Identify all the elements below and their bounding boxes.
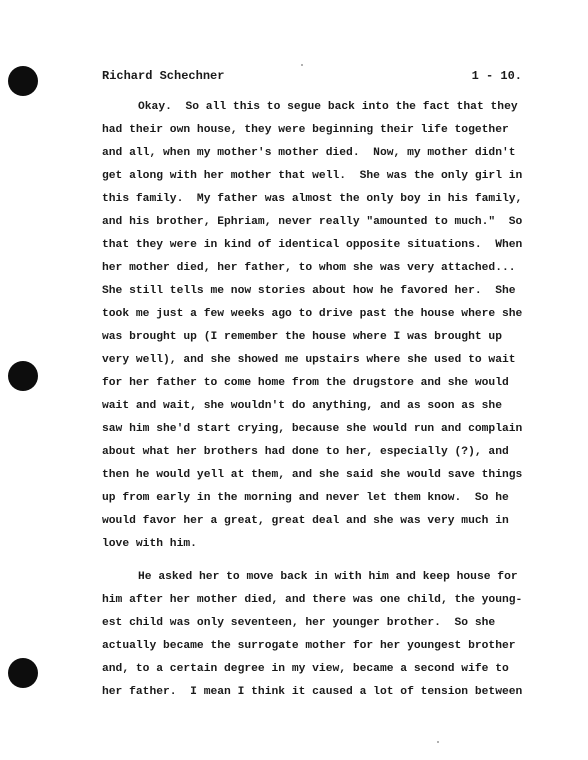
transcript-body: [102, 96, 532, 704]
text-line: up from early in the morning and never let them know. So he: [102, 492, 509, 504]
paragraph: [102, 566, 532, 704]
text-line: and all, when my mother's mother died. Now, my mother didn't: [102, 147, 516, 159]
text-line: est child was only seventeen, her younger brother. So she: [102, 617, 496, 629]
text-line: about what her brothers had done to her, especially (?), and: [102, 446, 509, 458]
binder-hole: [8, 66, 38, 96]
text-line: wait and wait, she wouldn't do anything, and as soon as she: [102, 400, 502, 412]
text-line: very well), and she showed me upstairs where she used to wait: [102, 354, 516, 366]
scan-speck: [301, 64, 303, 66]
text-line: would favor her a great, great deal and she was very much in: [102, 515, 509, 527]
text-line: and his brother, Ephriam, never really "amounted to much." So: [102, 216, 523, 228]
binder-hole: [8, 361, 38, 391]
text-line: saw him she'd start crying, because she would run and complain: [102, 423, 523, 435]
text-line: get along with her mother that well. She was the only girl in: [102, 170, 523, 182]
text-line: took me just a few weeks ago to drive past the house where she: [102, 308, 523, 320]
paragraph: [102, 96, 532, 556]
text-line: him after her mother died, and there was one child, the young-: [102, 594, 523, 606]
text-line: actually became the surrogate mother for her youngest brother: [102, 640, 516, 652]
text-line: that they were in kind of identical opposite situations. When: [102, 239, 523, 251]
text-line: He asked her to move back in with him and keep house for: [138, 571, 518, 583]
text-line: Okay. So all this to segue back into the fact that they: [138, 101, 518, 113]
paragraph-gap: [102, 556, 532, 566]
text-line: for her father to come home from the drugstore and she would: [102, 377, 509, 389]
text-line: and, to a certain degree in my view, became a second wife to: [102, 663, 509, 675]
text-line: then he would yell at them, and she said she would save things: [102, 469, 523, 481]
text-line: her father. I mean I think it caused a lot of tension between: [102, 686, 523, 698]
scan-speck: [437, 741, 439, 743]
text-line: was brought up (I remember the house where I was brought up: [102, 331, 502, 343]
text-line: She still tells me now stories about how he favored her. She: [102, 285, 516, 297]
author-name: Richard Schechner: [102, 69, 225, 83]
page-header: [102, 69, 522, 85]
binder-hole: [8, 658, 38, 688]
text-line: love with him.: [102, 538, 197, 550]
text-line: her mother died, her father, to whom she was very attached...: [102, 262, 516, 274]
text-line: had their own house, they were beginning their life together: [102, 124, 509, 136]
text-line: this family. My father was almost the only boy in his family,: [102, 193, 523, 205]
page-number: 1 - 10.: [471, 69, 522, 83]
